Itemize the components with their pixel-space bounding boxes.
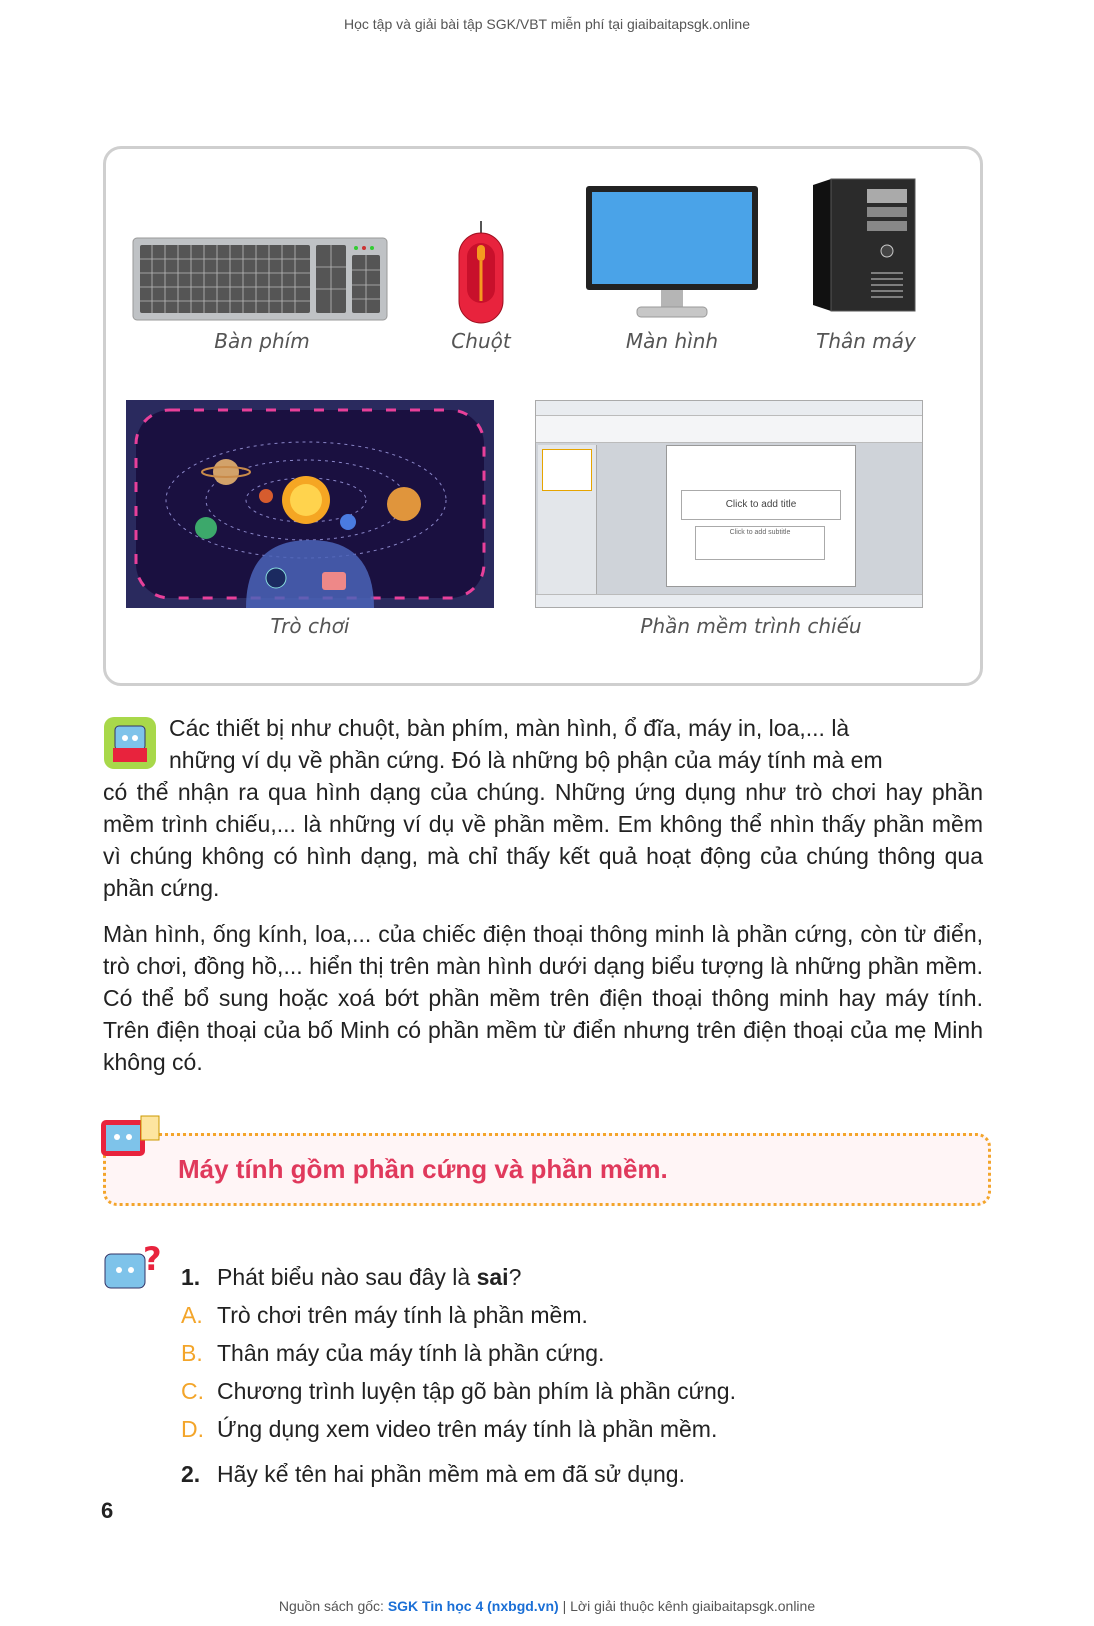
paragraph-1-line-1: Các thiết bị như chuột, bàn phím, màn hình, ổ đĩa, máy in, loa,... là	[169, 715, 850, 741]
caption-computer-case: Thân máy	[816, 329, 916, 353]
page-number: 6	[101, 1498, 114, 1523]
caption-mouse: Chuột	[451, 329, 511, 353]
option-d	[181, 1414, 717, 1444]
option-b-text: Thân máy của máy tính là phần cứng.	[217, 1340, 605, 1366]
caption-game: Trò chơi	[270, 614, 350, 638]
ppt-subtitle-placeholder: Click to add subtitle	[695, 526, 825, 560]
caption-keyboard: Bàn phím	[214, 329, 310, 353]
mouse-image	[455, 221, 507, 325]
question-1-text: Phát biểu nào sau đây là	[217, 1264, 477, 1290]
question-1-number: 1.	[181, 1264, 201, 1290]
computer-mascot-icon	[97, 1114, 161, 1168]
monitor-image	[585, 185, 759, 321]
question-1-end: ?	[508, 1264, 522, 1290]
option-a-text: Trò chơi trên máy tính là phần mềm.	[217, 1302, 588, 1328]
option-d-letter: D.	[181, 1416, 204, 1442]
question-2	[181, 1459, 685, 1489]
question-2-number: 2.	[181, 1461, 201, 1487]
footer-suffix: | Lời giải thuộc kênh giaibaitapsgk.online	[558, 1598, 816, 1614]
option-c-text: Chương trình luyện tập gõ bàn phím là phần cứng.	[217, 1378, 736, 1404]
space-game-image	[126, 400, 494, 608]
option-c-letter: C.	[181, 1378, 204, 1404]
hardware-software-gallery	[103, 146, 983, 686]
paragraph-1-rest: có thể nhận ra qua hình dạng của chúng. Những ứng dụng như trò chơi hay phần mềm trình chiếu,... là những ví dụ về phần mềm. Em không thể nhìn thấy phần mềm vì chúng không có hình dạng, mà chỉ thấy kết quả hoạt động của chúng thông qua phần cứng.	[103, 779, 983, 901]
ppt-title-placeholder: Click to add title	[681, 490, 841, 520]
svg-text:?: ?	[143, 1240, 162, 1278]
option-a-letter: A.	[181, 1302, 203, 1328]
page-footer	[0, 1598, 1094, 1614]
question-1-emphasis: sai	[476, 1264, 509, 1290]
paragraph-smartphone: Màn hình, ống kính, loa,... của chiếc điện thoại thông minh là phần cứng, còn từ điển, trò chơi, đồng hồ,... hiển thị trên màn hình dưới dạng biểu tượng là những phần mềm. Có thể bổ sung hoặc xoá bớt phần mềm trên điện thoại thông minh hay máy tính. Trên điện thoại của bố Minh có phần mềm từ điển nhưng trên điện thoại của mẹ Minh không có.	[103, 921, 983, 1075]
key-message-banner	[103, 1133, 991, 1206]
footer-prefix: Nguồn sách gốc:	[278, 1598, 388, 1614]
option-b	[181, 1338, 604, 1368]
paragraph-hardware-software	[103, 712, 983, 904]
question-2-text: Hãy kể tên hai phần mềm mà em đã sử dụng.	[217, 1461, 685, 1487]
question-1	[181, 1262, 521, 1292]
caption-presentation: Phần mềm trình chiếu	[640, 614, 862, 638]
keyboard-image	[132, 237, 388, 321]
presentation-software-image	[535, 400, 923, 608]
footer-source-link[interactable]: SGK Tin học 4 (nxbgd.vn)	[387, 1598, 559, 1614]
option-d-text: Ứng dụng xem video trên máy tính là phần mềm.	[217, 1416, 718, 1442]
option-c	[181, 1376, 736, 1406]
option-b-letter: B.	[181, 1340, 203, 1366]
page-header: Học tập và giải bài tập SGK/VBT miễn phí tại giaibaitapsgk.online	[344, 16, 750, 32]
question-mascot-icon	[103, 1240, 163, 1302]
caption-monitor: Màn hình	[625, 329, 719, 353]
computer-case-image	[811, 177, 917, 313]
paragraph-1-line-2: những ví dụ về phần cứng. Đó là những bộ phận của máy tính mà em	[169, 747, 883, 773]
key-message-text: Máy tính gồm phần cứng và phần mềm.	[178, 1154, 668, 1184]
option-a	[181, 1300, 588, 1330]
